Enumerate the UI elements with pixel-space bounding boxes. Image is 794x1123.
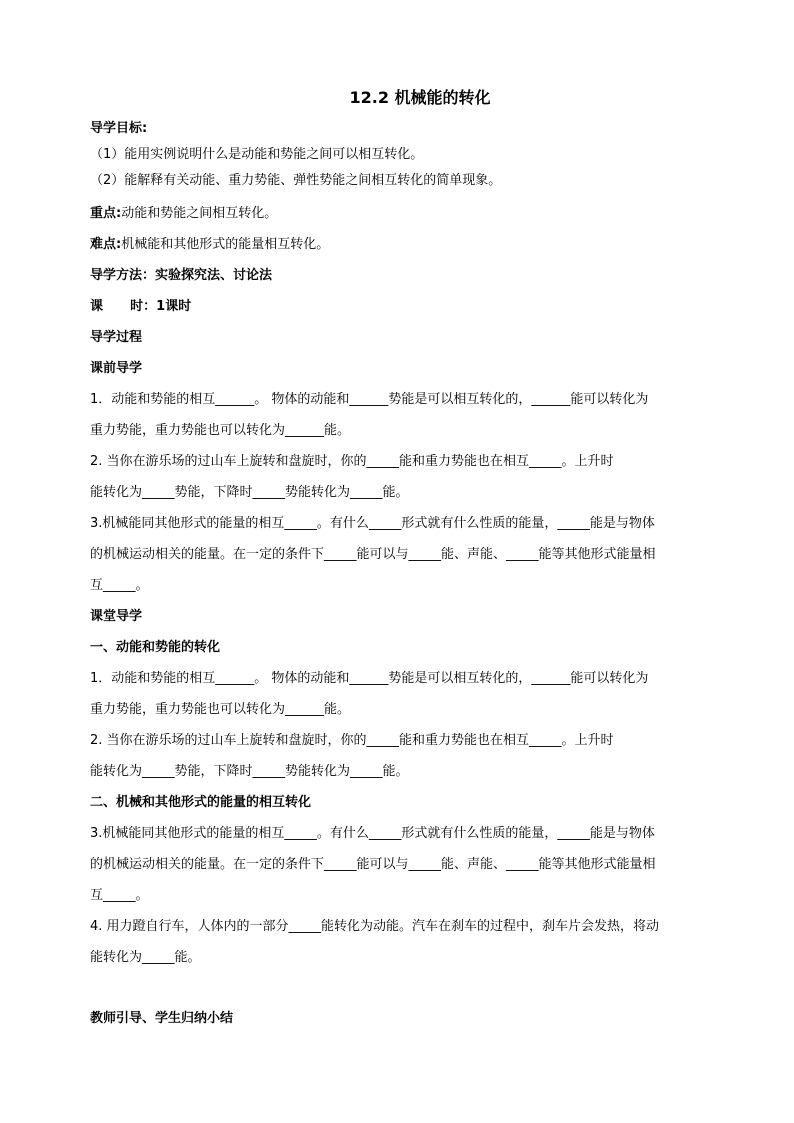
in-class-heading: 课堂导学 — [90, 609, 143, 624]
method: 导学方法：实验探究法、讨论法 — [90, 268, 273, 283]
difficulty-text: 机械能和其他形式的能量相互转化。 — [121, 237, 330, 252]
section-1-line-2: 重力势能，重力势能也可以转化为______能。 — [90, 702, 351, 717]
key-point-text: 动能和势能之间相互转化。 — [121, 206, 278, 221]
pre-class-line-7: 互_____。 — [90, 578, 149, 593]
section-2-heading: 二、机械和其他形式的能量的相互转化 — [90, 795, 312, 810]
section-2-line-2: 的机械运动相关的能量。在一定的条件下_____能可以与_____能、声能、_____能等其他形式能量相 — [90, 857, 656, 872]
difficulty — [90, 229, 710, 260]
key-point-label: 重点: — [90, 206, 122, 221]
process-heading: 导学过程 — [90, 330, 143, 345]
objectives-heading: 导学目标: — [90, 121, 148, 136]
key-point — [90, 198, 710, 229]
pre-class-line-6: 的机械运动相关的能量。在一定的条件下_____能可以与_____能、声能、_____能等其他形式能量相 — [90, 547, 656, 562]
pre-class-line-5: 3.机械能同其他形式的能量的相互_____。有什么_____形式就有什么性质的能量，_____能是与物体 — [90, 516, 655, 531]
pre-class-line-1: 1．动能和势能的相互______。 物体的动能和______势能是可以相互转化的，______能可以转化为 — [90, 392, 649, 407]
pre-class-line-2: 重力势能，重力势能也可以转化为______能。 — [90, 423, 351, 438]
summary-heading: 教师引导、学生归纳小结 — [90, 1011, 234, 1026]
section-1-line-1: 1．动能和势能的相互______。 物体的动能和______势能是可以相互转化的，______能可以转化为 — [90, 671, 649, 686]
section-2-line-3: 互_____。 — [90, 888, 149, 903]
spacer — [90, 973, 710, 1003]
page-title: 12.2 机械能的转化 — [349, 88, 491, 107]
section-2-line-5: 能转化为_____能。 — [90, 950, 201, 965]
section-1-heading: 一、动能和势能的转化 — [90, 640, 221, 655]
pre-class-line-3: 2. 当你在游乐场的过山车上旋转和盘旋时，你的_____能和重力势能也在相互_____。上升时 — [90, 454, 614, 469]
pre-class-line-4: 能转化为_____势能，下降时_____势能转化为_____能。 — [90, 485, 409, 500]
class-hours: 课 时：1课时 — [90, 299, 192, 314]
section-2-line-4: 4. 用力蹬自行车，人体内的一部分_____能转化为动能。汽车在刹车的过程中，刹车片会发热，将动 — [90, 919, 660, 934]
section-1-line-3: 2. 当你在游乐场的过山车上旋转和盘旋时，你的_____能和重力势能也在相互_____。上升时 — [90, 733, 614, 748]
objective-item-1: （1）能用实例说明什么是动能和势能之间可以相互转化。 — [90, 147, 424, 162]
objective-item-2: （2）能解释有关动能、重力势能、弹性势能之间相互转化的简单现象。 — [90, 173, 502, 188]
difficulty-label: 难点: — [90, 237, 122, 252]
section-2-line-1: 3.机械能同其他形式的能量的相互_____。有什么_____形式就有什么性质的能量，_____能是与物体 — [90, 826, 655, 841]
section-1-line-4: 能转化为_____势能，下降时_____势能转化为_____能。 — [90, 764, 409, 779]
pre-class-heading: 课前导学 — [90, 361, 143, 376]
document-page — [90, 84, 710, 1034]
